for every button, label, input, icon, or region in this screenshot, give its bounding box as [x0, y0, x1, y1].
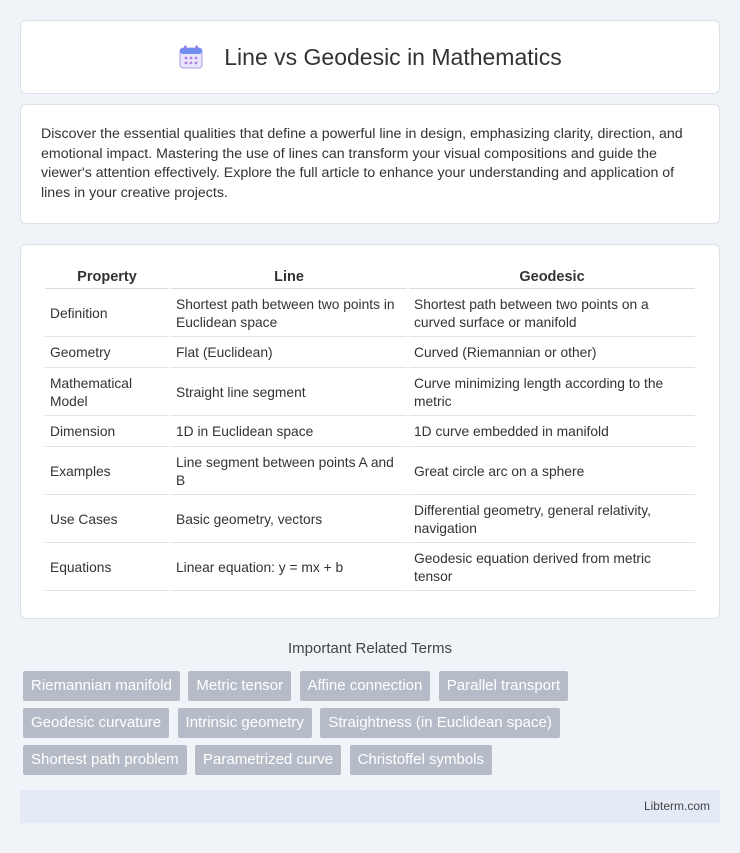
table-cell: Examples [45, 449, 169, 495]
table-cell: Straight line segment [171, 370, 407, 416]
table-cell: Use Cases [45, 497, 169, 543]
table-cell: Differential geometry, general relativity, navigation [409, 497, 695, 543]
column-header: Line [171, 267, 407, 289]
table-row [45, 449, 695, 495]
related-terms-list [23, 671, 723, 782]
tag-parametrized-curve[interactable]: Parametrized curve [195, 745, 341, 775]
tag-metric-tensor[interactable]: Metric tensor [188, 671, 291, 701]
related-terms-title: Important Related Terms [288, 640, 452, 657]
table-cell: Curve minimizing length according to the metric [409, 370, 695, 416]
column-header: Geodesic [409, 267, 695, 289]
table-cell: Great circle arc on a sphere [409, 449, 695, 495]
table-cell: Linear equation: y = mx + b [171, 545, 407, 591]
table-row [45, 339, 695, 368]
table-cell: 1D curve embedded in manifold [409, 418, 695, 447]
table-cell: Curved (Riemannian or other) [409, 339, 695, 368]
column-header: Property [45, 267, 169, 289]
table-cell: Flat (Euclidean) [171, 339, 407, 368]
table-cell: Mathematical Model [45, 370, 169, 416]
tag-geodesic-curvature[interactable]: Geodesic curvature [23, 708, 169, 738]
tag-straightness[interactable]: Straightness (in Euclidean space) [320, 708, 559, 738]
comparison-table-card [20, 244, 720, 619]
page-title: Line vs Geodesic in Mathematics [224, 43, 562, 70]
table-row [45, 370, 695, 416]
table-header-row [45, 267, 695, 289]
table-cell: Dimension [45, 418, 169, 447]
intro-card [20, 104, 720, 224]
table-cell: Shortest path between two points in Euclidean space [171, 291, 407, 337]
tag-shortest-path-problem[interactable]: Shortest path problem [23, 745, 187, 775]
tag-intrinsic-geometry[interactable]: Intrinsic geometry [178, 708, 312, 738]
table-cell: Line segment between points A and B [171, 449, 407, 495]
comparison-table [43, 265, 697, 593]
tag-parallel-transport[interactable]: Parallel transport [439, 671, 568, 701]
calendar-icon [178, 44, 204, 70]
table-row [45, 291, 695, 337]
tag-affine-connection[interactable]: Affine connection [300, 671, 431, 701]
footer [20, 790, 720, 823]
intro-text: Discover the essential qualities that define a powerful line in design, emphasizing clarity, direction, and emotional impact. Mastering the use of lines can transform your visual compositions and guide the viewer's attention effectively. Explore the full article to enhance your understanding and application of lines in your creative projects. [41, 126, 683, 201]
header-card [20, 20, 720, 94]
table-cell: Shortest path between two points on a curved surface or manifold [409, 291, 695, 337]
table-row [45, 418, 695, 447]
table-cell: Definition [45, 291, 169, 337]
tag-christoffel-symbols[interactable]: Christoffel symbols [350, 745, 492, 775]
table-cell: Geodesic equation derived from metric tensor [409, 545, 695, 591]
table-cell: 1D in Euclidean space [171, 418, 407, 447]
table-cell: Basic geometry, vectors [171, 497, 407, 543]
tag-riemannian-manifold[interactable]: Riemannian manifold [23, 671, 180, 701]
table-row [45, 545, 695, 591]
table-row [45, 497, 695, 543]
footer-brand-link[interactable]: Libterm.com [643, 799, 710, 813]
table-cell: Equations [45, 545, 169, 591]
table-cell: Geometry [45, 339, 169, 368]
